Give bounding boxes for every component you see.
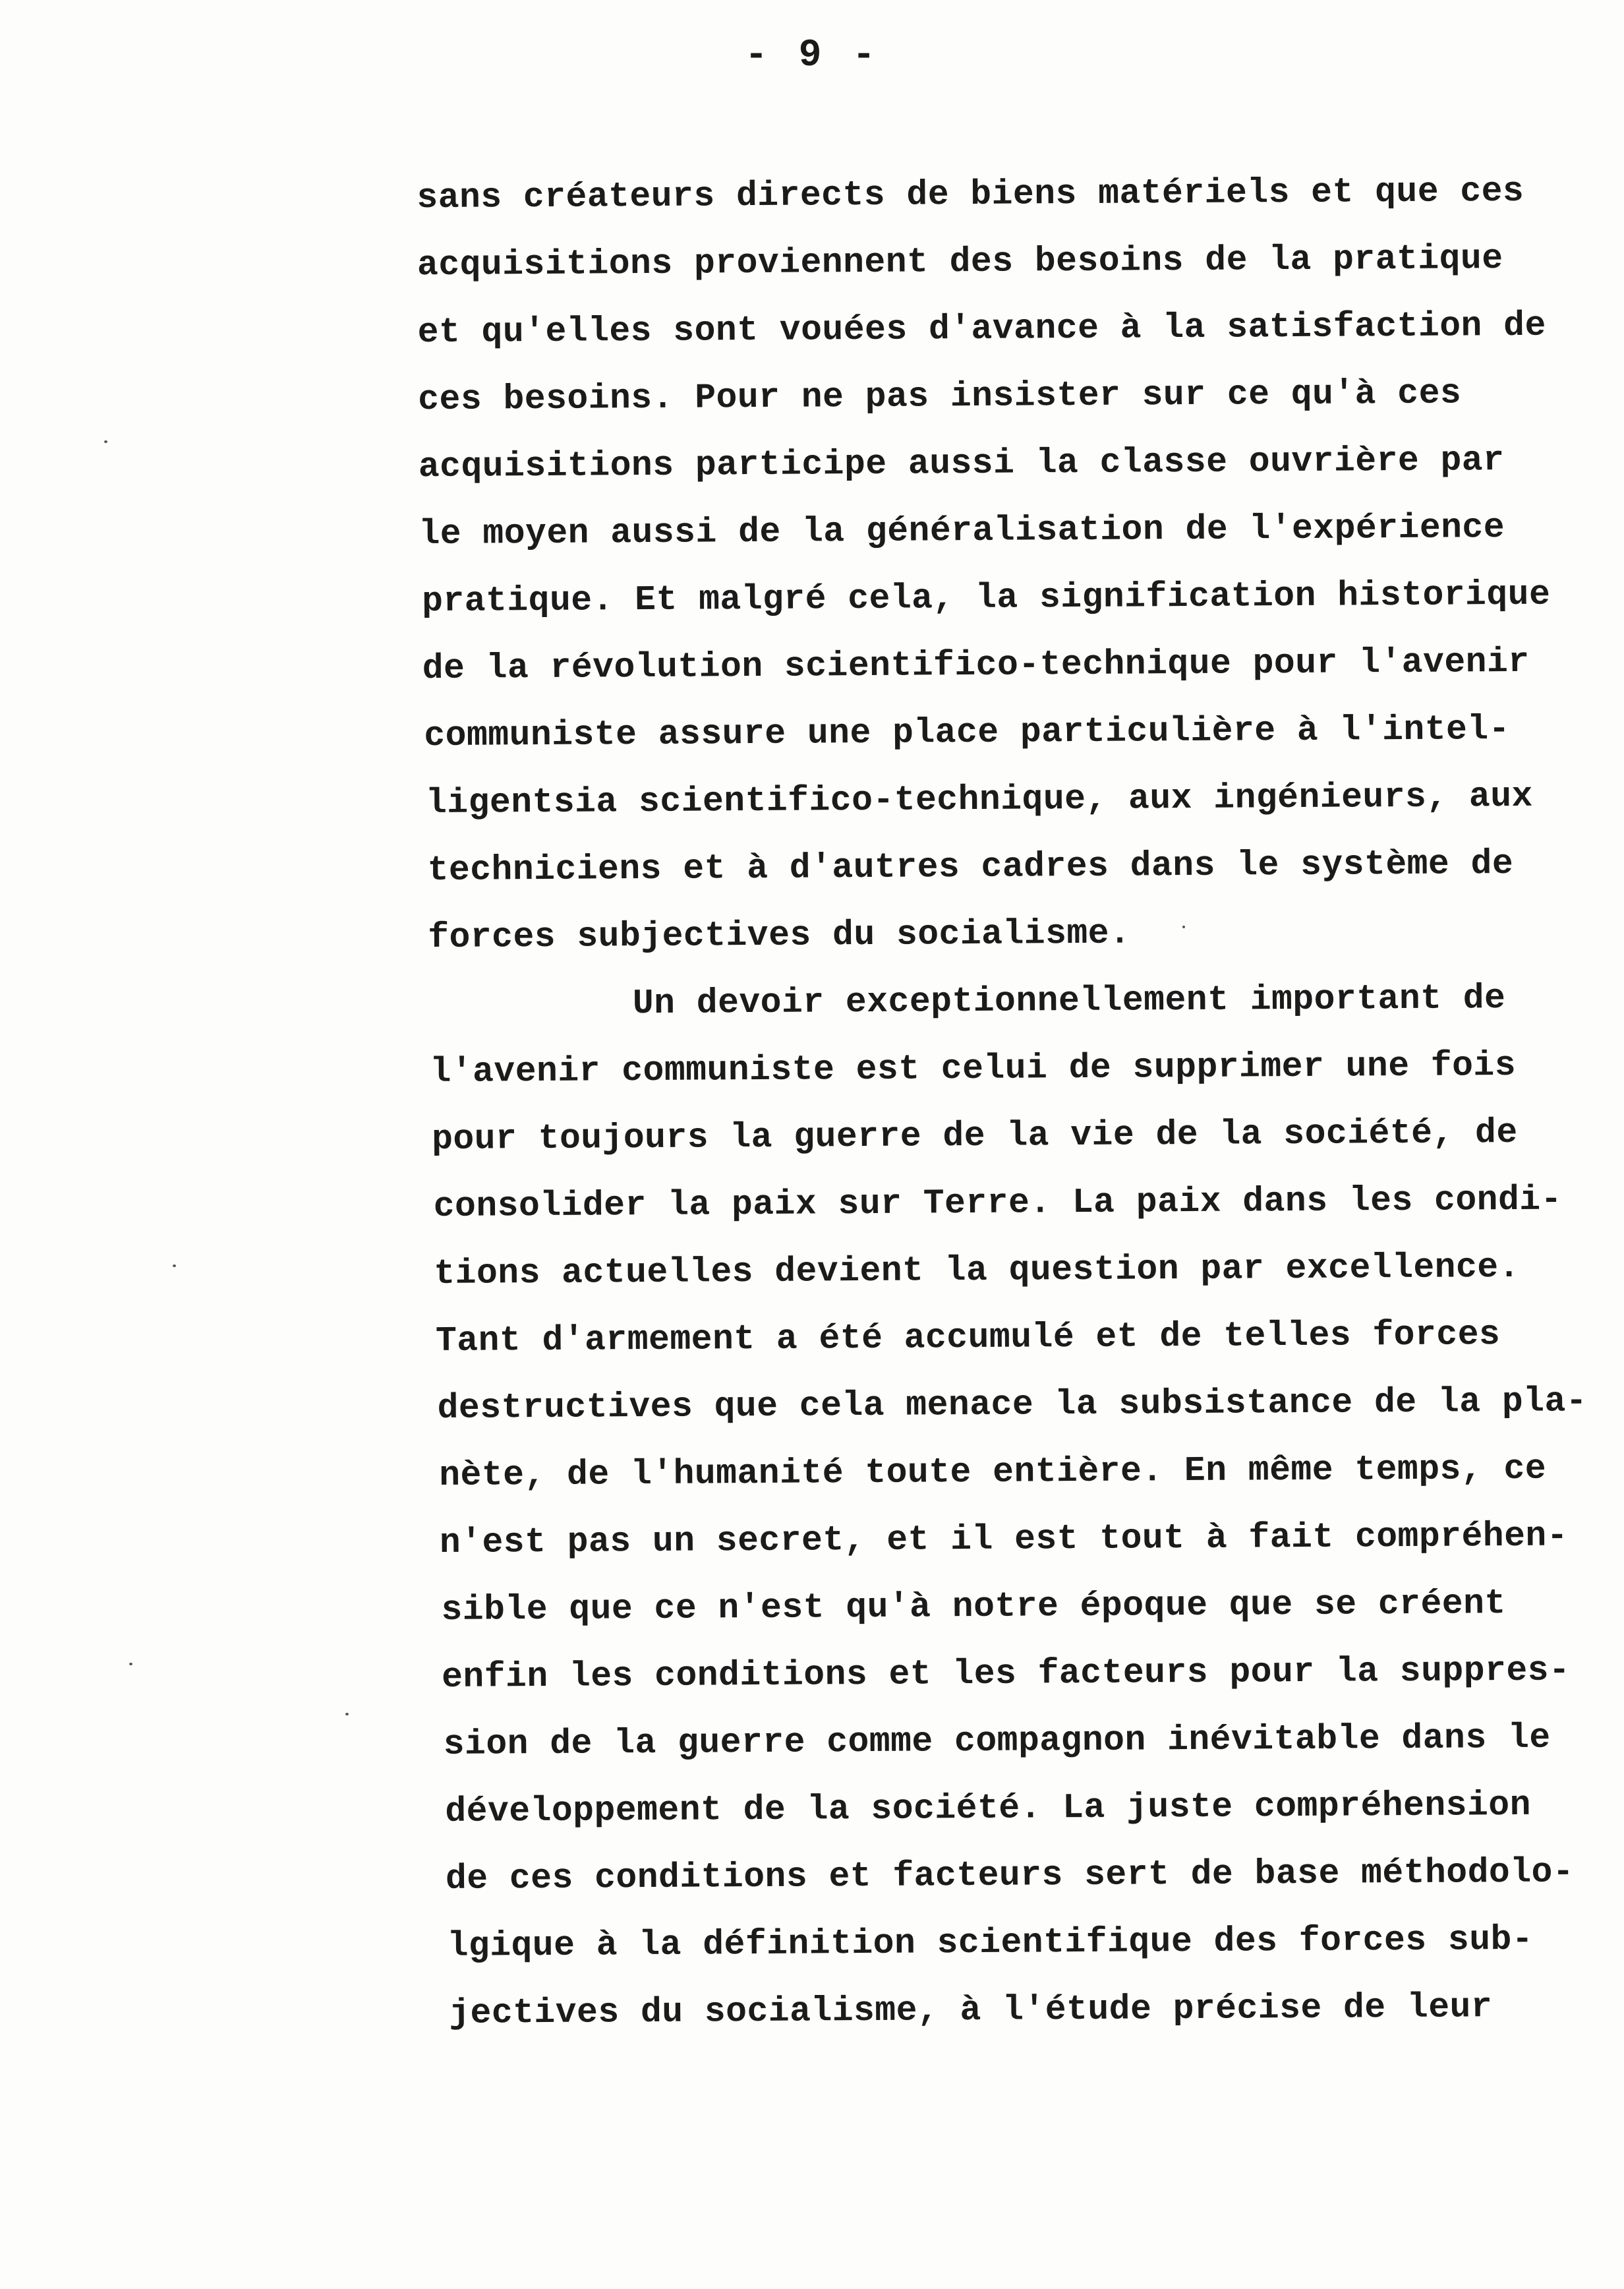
scan-speck (1182, 926, 1185, 928)
text-line: lgique à la définition scientifique des forces sub- (447, 1919, 1534, 1966)
text-line: acquisitions proviennent des besoins de la pratique (417, 239, 1503, 285)
text-line: l'avenir communiste est celui de supprimer une fois (430, 1045, 1517, 1092)
text-line: consolider la paix sur Terre. La paix dans les condi- (433, 1179, 1563, 1227)
scan-speck (345, 1713, 349, 1715)
text-line: nète, de l'humanité toute entière. En même temps, ce (439, 1448, 1547, 1495)
text-line: sion de la guerre comme compagnon inévitable dans le (443, 1717, 1551, 1764)
text-line: Tant d'armement a été accumulé et de telles forces (435, 1315, 1501, 1361)
text-line: Un devoir exceptionnellement important de (632, 978, 1506, 1024)
text-line: acquisitions participe aussi la classe ouvrière par (418, 440, 1505, 487)
text-line: ces besoins. Pour ne pas insister sur ce qu'à ces (418, 373, 1462, 420)
text-line: sible que ce n'est qu'à notre époque que se créent (441, 1584, 1506, 1630)
scan-speck (129, 1663, 132, 1665)
text-line: pratique. Et malgré cela, la signification historique (421, 574, 1551, 622)
scan-speck (104, 440, 107, 443)
text-line: techniciens et à d'autres cadres dans le système de (427, 843, 1514, 891)
text-line: de la révolution scientifico-technique pour l'avenir (422, 641, 1530, 689)
text-line: n'est pas un secret, et il est tout à fait compréhen- (439, 1516, 1569, 1562)
text-line: destructives que cela menace la subsistance de la pla- (437, 1381, 1588, 1428)
text-line: développement de la société. La juste compréhension (445, 1785, 1532, 1831)
text-line: le moyen aussi de la généralisation de l'expérience (419, 508, 1505, 554)
text-line: forces subjectives du socialisme. (428, 913, 1131, 958)
text-line: communiste assure une place particulière à l'intel- (424, 709, 1511, 756)
text-line: jectives du socialisme, à l'étude précise de leur (449, 1987, 1493, 2033)
text-line: ligentsia scientifico-technique, aux ingénieurs, aux (425, 776, 1534, 823)
text-line: pour toujours la guerre de la vie de la société, de (431, 1112, 1518, 1160)
text-line: et qu'elles sont vouées d'avance à la satisfaction de (417, 305, 1547, 353)
scan-speck (173, 1264, 176, 1267)
text-line: tions actuelles devient la question par excellence. (434, 1247, 1521, 1294)
body-text (0, 143, 1624, 2033)
text-line: enfin les conditions et les facteurs pour la suppres- (441, 1650, 1571, 1697)
text-line: sans créateurs directs de biens matériels et que ces (417, 171, 1524, 218)
page-number: - 9 - (744, 34, 880, 77)
text-line: de ces conditions et facteurs sert de base méthodolo- (445, 1852, 1575, 1899)
